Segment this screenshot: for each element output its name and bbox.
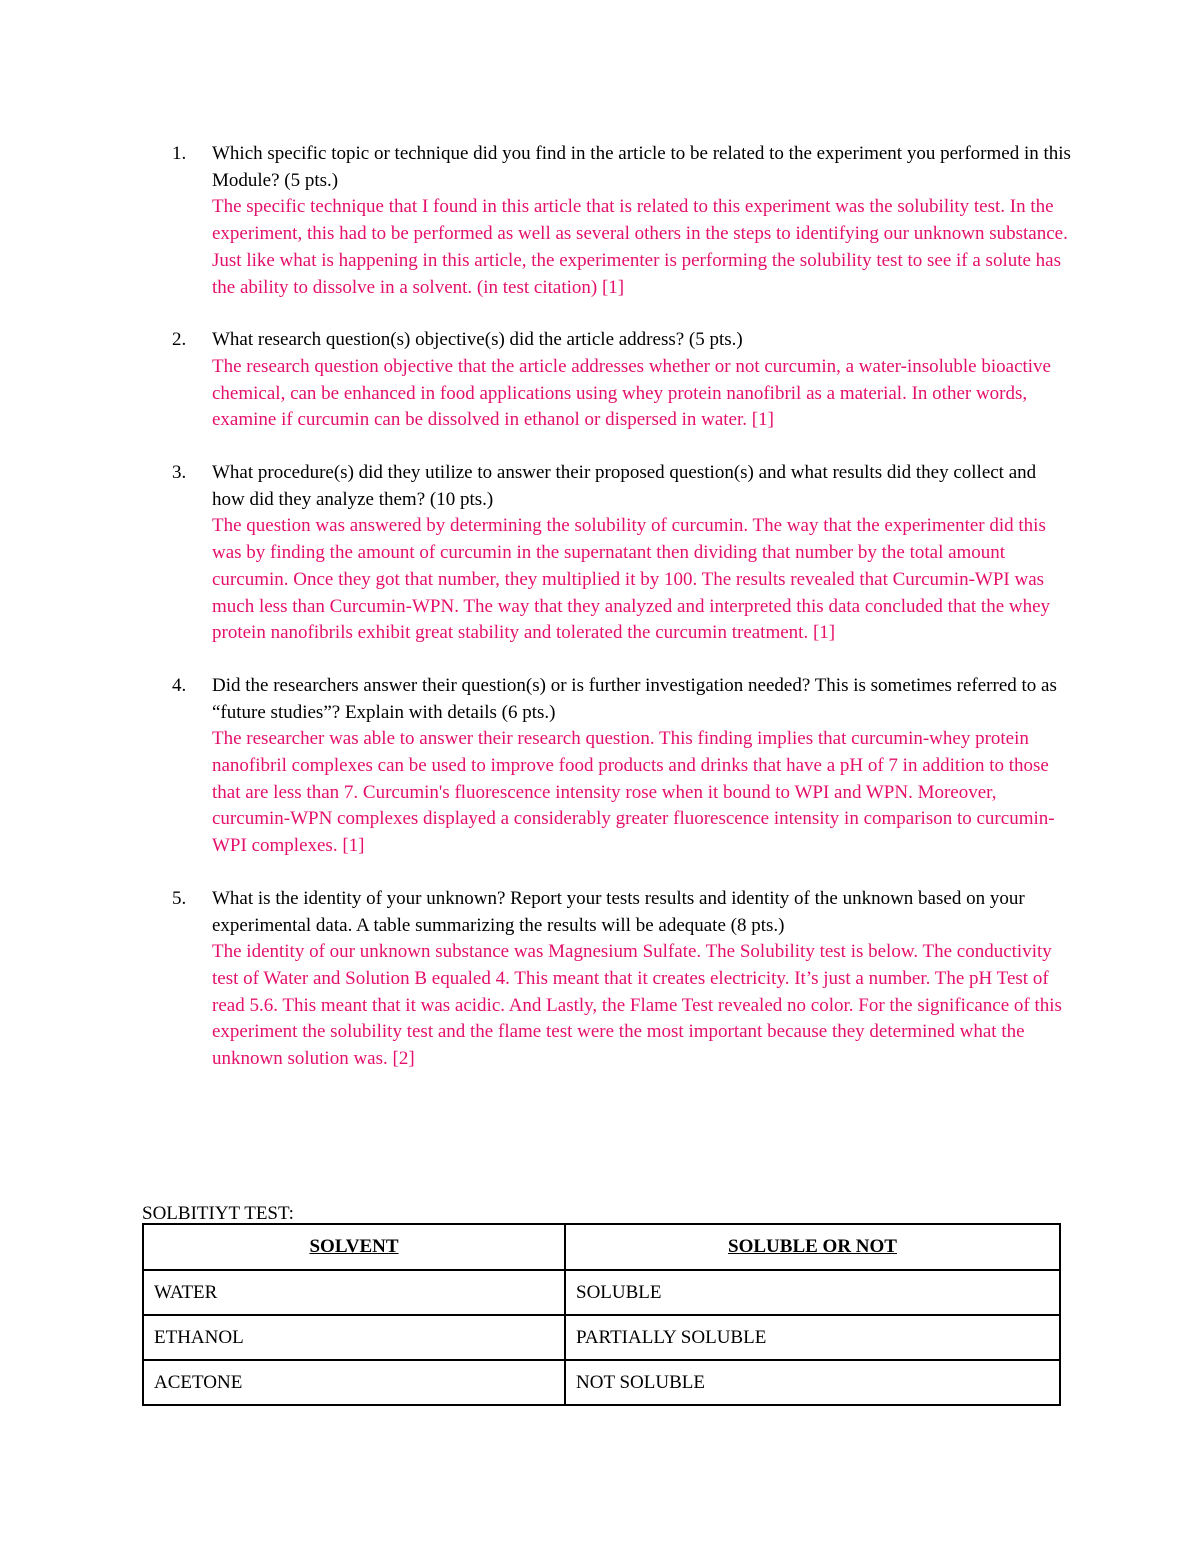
table-row (143, 1270, 1060, 1315)
column-header-solvent: SOLVENT (143, 1224, 565, 1270)
column-header-soluble: SOLUBLE OR NOT (565, 1224, 1060, 1270)
table-row (143, 1315, 1060, 1360)
question-item-5 (172, 886, 1072, 1073)
table-row (143, 1360, 1060, 1405)
question-text: What procedure(s) did they utilize to answer their proposed question(s) and what results did they collect and how did they analyze them? (10 pts.) (212, 462, 1037, 510)
table-cell-result: NOT SOLUBLE (565, 1360, 1060, 1405)
question-number: 4. (172, 674, 187, 696)
question-number: 2. (172, 329, 187, 351)
answer-text: The question was answered by determining the solubility of curcumin. The way that the experimenter did this was by finding the amount of curcumin in the supernatant then dividing that number by the total amount curcumin. Once they got that number, they multiplied it by 100. The results revealed that Curcumin-WPI was much less than Curcumin-WPN. The way that they analyzed and interpreted this data concluded that the whey protein nanofibrils exhibit great stability and tolerated the curcumin treatment. [1] (212, 515, 1051, 644)
question-number: 1. (172, 143, 187, 164)
table-cell-solvent: ACETONE (143, 1360, 565, 1405)
answer-text: The research question objective that the article addresses whether or not curcumin, a water-insoluble bioactive chemical, can be enhanced in food applications using whey protein nanofibril as a material. In other words, examine if curcumin can be dissolved in ethanol or dispersed in water. [1] (212, 355, 1051, 431)
answer-text: The identity of our unknown substance was Magnesium Sulfate. The Solubility test is below. The conductivity test of Water and Solution B equaled 4. This meant that it creates electricity. It’s just a number. The pH Test of read 5.6. This meant that it was acidic. And Lastly, the Flame Test revealed no color. For the significance of this experiment the solubility test and the flame test were the most important because they determined what the unknown solution was. [2] (212, 941, 1062, 1070)
table-cell-solvent: ETHANOL (143, 1315, 565, 1360)
question-number: 5. (172, 887, 187, 909)
question-text: What is the identity of your unknown? Report your tests results and identity of the unknown based on your experimental data. A table summarizing the results will be adequate (8 pts.) (212, 887, 1025, 936)
table-cell-result: SOLUBLE (565, 1270, 1060, 1315)
question-list (172, 141, 1072, 1099)
question-text: Which specific topic or technique did you find in the article to be related to the experiment you performed in this Module? (5 pts.) (212, 143, 1071, 191)
table-title: SOLBITIYT TEST: (142, 1203, 294, 1224)
solubility-table (142, 1223, 1061, 1406)
question-item-3 (172, 460, 1072, 647)
table-header-row (143, 1224, 1060, 1270)
question-item-2 (172, 327, 1072, 434)
question-number: 3. (172, 462, 187, 484)
answer-text: The specific technique that I found in this article that is related to this experiment was the solubility test. In the experiment, this had to be performed as well as several others in the steps to identifying our unknown substance. Just like what is happening in this article, the experimenter is performing the solubility test to see if a solute has the ability to dissolve in a solvent. (in test citation) [1] (212, 196, 1068, 298)
question-item-4 (172, 673, 1072, 860)
table-cell-solvent: WATER (143, 1270, 565, 1315)
question-text: What research question(s) objective(s) did the article address? (5 pts.) (212, 329, 743, 351)
question-item-1 (172, 141, 1072, 301)
question-text: Did the researchers answer their question(s) or is further investigation needed? This is sometimes referred to as “future studies”? Explain with details (6 pts.) (212, 674, 1057, 723)
answer-text: The researcher was able to answer their research question. This finding implies that curcumin-whey protein nanofibril complexes can be used to improve food products and drinks that have a pH of 7 in addition to those that are less than 7. Curcumin's fluorescence intensity rose when it bound to WPI and WPN. Moreover, curcumin-WPN complexes displayed a considerably greater fluorescence intensity in comparison to curcumin-WPI complexes. [1] (212, 728, 1055, 857)
table-cell-result: PARTIALLY SOLUBLE (565, 1315, 1060, 1360)
